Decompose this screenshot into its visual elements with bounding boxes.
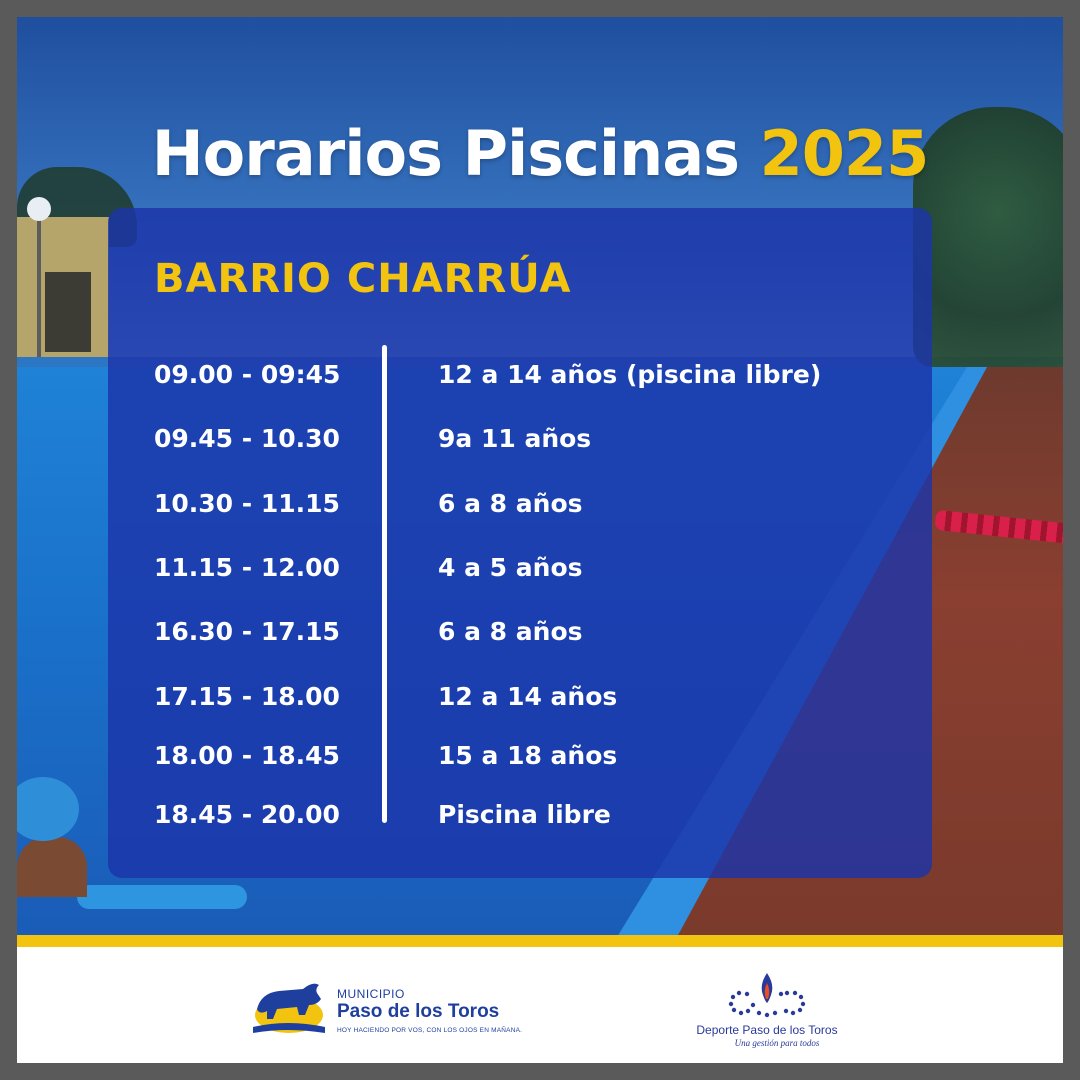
flame-rings-logo-icon xyxy=(717,969,817,1019)
schedule-time: 18.45 - 20.00 xyxy=(154,800,340,829)
schedule-time: 09.45 - 10.30 xyxy=(154,424,340,453)
municipio-logo xyxy=(247,975,523,1045)
yellow-divider-strip xyxy=(17,935,1063,947)
schedule-group: 12 a 14 años xyxy=(438,682,618,711)
poster xyxy=(17,17,1063,1063)
schedule-time: 18.00 - 18.45 xyxy=(154,741,340,770)
schedule-row xyxy=(108,360,932,400)
schedule-group: 15 a 18 años xyxy=(438,741,618,770)
schedule-group: 6 a 8 años xyxy=(438,617,583,646)
deporte-slogan: Una gestión para todos xyxy=(734,1038,820,1048)
schedule-group: 6 a 8 años xyxy=(438,489,583,518)
deporte-logo xyxy=(687,969,847,1055)
schedule-time: 17.15 - 18.00 xyxy=(154,682,340,711)
schedule-row xyxy=(108,682,932,722)
panel-title: BARRIO CHARRÚA xyxy=(154,256,572,302)
schedule-group: 4 a 5 años xyxy=(438,553,583,582)
deporte-name: Deporte Paso de los Toros xyxy=(696,1023,838,1037)
schedule-panel xyxy=(108,208,932,878)
schedule-group: 9a 11 años xyxy=(438,424,592,453)
schedule-time: 10.30 - 11.15 xyxy=(154,489,340,518)
schedule-row xyxy=(108,617,932,657)
schedule-time: 09.00 - 09:45 xyxy=(154,360,341,389)
schedule-group: 12 a 14 años (piscina libre) xyxy=(438,360,822,389)
schedule-row xyxy=(108,424,932,464)
municipio-tagline: HOY HACIENDO POR VOS, CON LOS OJOS EN MAÑANA. xyxy=(337,1027,523,1034)
municipio-name: Paso de los Toros xyxy=(337,1001,500,1022)
schedule-time: 11.15 - 12.00 xyxy=(154,553,340,582)
title-main: Horarios Piscinas xyxy=(151,117,740,190)
schedule-row xyxy=(108,553,932,593)
title-year: 2025 xyxy=(759,117,929,190)
bull-logo-icon xyxy=(247,975,327,1037)
municipio-label: MUNICIPIO xyxy=(337,987,405,1001)
schedule-row xyxy=(108,741,932,781)
page-title xyxy=(17,117,1063,190)
schedule-row xyxy=(108,489,932,529)
schedule-group: Piscina libre xyxy=(438,800,611,829)
schedule-row xyxy=(108,800,932,840)
schedule-time: 16.30 - 17.15 xyxy=(154,617,340,646)
footer xyxy=(17,947,1063,1063)
